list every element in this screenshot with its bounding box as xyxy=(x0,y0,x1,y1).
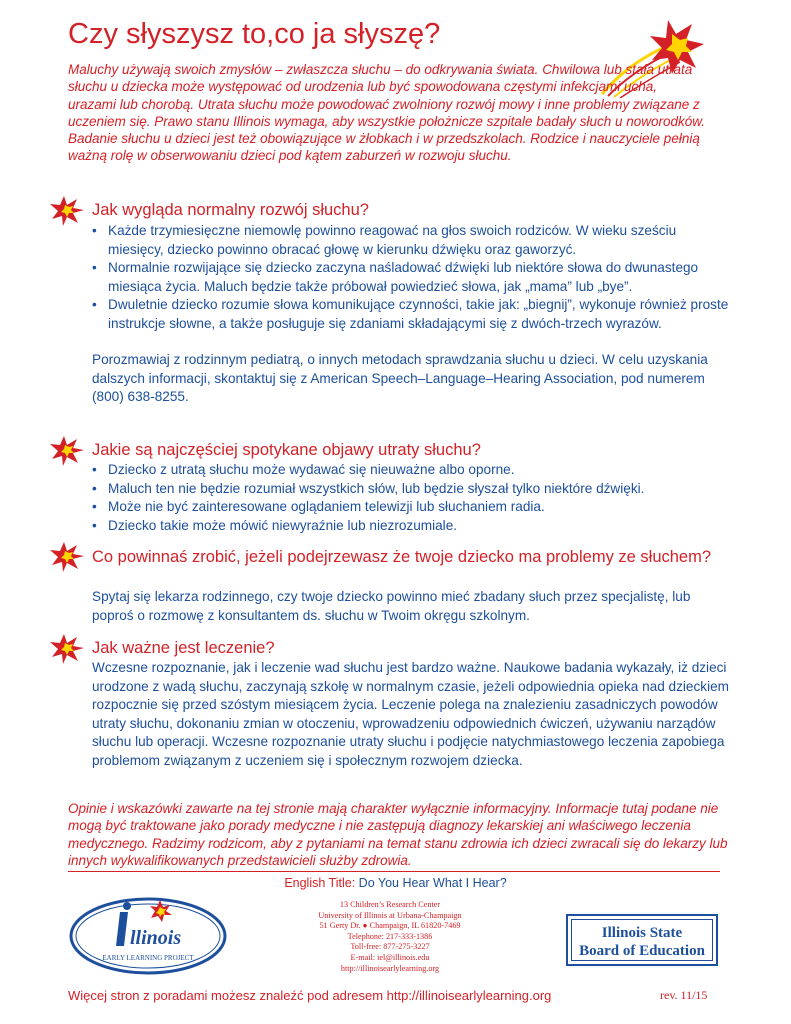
star-bullet-icon xyxy=(50,634,84,664)
iel-logo-wordmark: llinois xyxy=(130,927,182,949)
bullet-list xyxy=(92,461,732,535)
section-paragraph: Porozmawiaj z rodzinnym pediatrą, o innych metodach sprawdzania słuchu u dzieci. W celu uzyskania dalszych informacji, skontaktuj się z American Speech–Language–Hearing Association, pod numerem (800) 638-8255. xyxy=(92,352,708,404)
intro-paragraph: Maluchy używają swoich zmysłów – zwłaszcza słuchu – do odkrywania świata. Chwilowa lub stała utrata słuchu u dziecka może występować od urodzenia lub być spowodowana częstymi infekcjami ucha, urazami lub chorobą. Utrata słuchu może powodować zwolniony rozwój mowy i inne problemy związane z uczeniem się. Prawo stanu Illinois wymaga, aby wszystkie położnicze szpitale badały słuch u noworodków. Badanie słuchu u dzieci jest też obowiązujące w żłobkach i w przedszkolach. Rodzice i nauczyciele pełnią ważną rolę w obserwowaniu dzieci pod kątem zaburzeń w rozwoju słuchu. xyxy=(68,62,706,164)
contact-line: 13 Children’s Research Center xyxy=(339,900,441,909)
section-paragraph: Wczesne rozpoznanie, jak i leczenie wad słuchu jest bardzo ważne. Naukowe badania wykazały, iż dzieci urodzone z wadą słuchu, zaczynają szkołę w normalnym czasie, jeżeli odpowiednia opieka nad dzieckiem rozpocznie się przed szóstym miesiącem życia. Leczenie polega na znalezieniu zasadniczych powodów utraty słuchu, dokonaniu zmian w otoczeniu, wprowadzeniu odpowiednich ćwiczeń, używaniu narządów słuchu lub operacji. Wczesne rozpoznanie utraty słuchu i podjęcie natychmiastowego leczenia zapobiega problemom związanym z uczeniem się i społecznym rozwojem dziecka. xyxy=(92,660,729,768)
contact-line: E-mail: iel@illinois.edu xyxy=(350,952,430,962)
star-bullet-icon xyxy=(50,542,84,572)
iel-logo xyxy=(68,894,228,976)
contact-line[interactable]: http://illinoisearlylearning.org xyxy=(340,963,440,973)
list-item: • Każde trzymiesięczne niemowlę powinno reagować na głos swoich rodziców. W wieku sześciu miesięcy, dziecko powinno obracać głowę w kierunku dźwięku oraz gaworzyć. xyxy=(92,222,732,259)
list-item: • Dziecko takie może mówić niewyraźnie lub niezrozumiale. xyxy=(92,517,732,536)
star-bullet-icon xyxy=(50,436,84,466)
contact-info xyxy=(290,900,490,974)
english-title xyxy=(0,876,791,890)
list-item: • Maluch ten nie będzie rozumiał wszystkich słów, lub będzie słyszał tylko niektóre dźwięki. xyxy=(92,480,732,499)
section-heading-symptoms: Jakie są najczęściej spotykane objawy utraty słuchu? xyxy=(92,441,481,459)
english-title-value: Do You Hear What I Hear? xyxy=(358,876,507,890)
section-heading-treatment: Jak ważne jest leczenie? xyxy=(92,639,275,657)
star-bullet-icon xyxy=(50,196,84,226)
list-item: • Dwuletnie dziecko rozumie słowa komunikujące czynności, takie jak: „biegnij”, wykonuje również proste instrukcje słowne, a także posługuje się zdaniami składającymi się z dwóch-trzech wyrazów. xyxy=(92,296,732,333)
contact-line: Toll-free: 877-275-3227 xyxy=(350,942,430,952)
contact-line: 51 Gerty Dr. ● Champaign, IL 61820-7469 xyxy=(319,921,461,931)
english-title-label: English Title: xyxy=(284,876,356,890)
divider xyxy=(68,871,720,872)
section-body-treatment xyxy=(92,659,732,770)
isbe-logo-line2: Board of Education xyxy=(579,943,705,959)
contact-line: University of Illinois at Urbana-Champaign xyxy=(318,910,462,920)
revision-label: rev. 11/15 xyxy=(660,988,708,1002)
list-item: • Normalnie rozwijające się dziecko zaczyna naśladować dźwięki lub niektóre słowa do dwunastego miesiąca życia. Maluch będzie także próbował powiedzieć słowa, jak „mama” lub „bye”. xyxy=(92,259,732,296)
isbe-logo-line1: Illinois State xyxy=(601,925,683,941)
section-body-normal-hearing xyxy=(92,222,732,407)
footer-text: Więcej stron z poradami możesz znaleźć pod adresem http://illinoisearlylearning.org xyxy=(68,988,552,1003)
disclaimer-paragraph: Opinie i wskazówki zawarte na tej stronie mają charakter wyłącznie informacyjny. Informacje tutaj podane nie mogą być traktowane jako porady medyczne i nie zastępują diagnozy lekarskiej ani właściwego leczenia medycznego. Radzimy rodzicom, aby z pytaniami na temat stanu zdrowia ich dzieci zwracali się do lekarzy lub innych wykwalifikowanych przedstawicieli służby zdrowia. xyxy=(68,801,728,868)
list-item: • Dziecko z utratą słuchu może wydawać się nieuważne albo oporne. xyxy=(92,461,732,480)
section-body-symptoms xyxy=(92,461,732,535)
bullet-list xyxy=(92,222,732,333)
section-heading-what-to-do: Co powinnaś zrobić, jeżeli podejrzewasz że twoje dziecko ma problemy ze słuchem? xyxy=(92,548,712,566)
iel-logo-subtitle: EARLY LEARNING PROJECT xyxy=(102,954,194,962)
section-body-what-to-do xyxy=(92,588,732,625)
section-heading-normal-hearing: Jak wygląda normalny rozwój słuchu? xyxy=(92,201,369,219)
isbe-logo xyxy=(566,914,718,966)
contact-line: Telephone: 217-333-1386 xyxy=(347,931,433,941)
section-paragraph: Spytaj się lekarza rodzinnego, czy twoje dziecko powinno mieć zbadany słuch przez specjalistę, lub poproś o rozmowę z konsultantem ds. słuchu w Twoim okręgu szkolnym. xyxy=(92,589,691,623)
page-title: Czy słyszysz to,co ja słyszę? xyxy=(68,18,441,50)
list-item: • Może nie być zainteresowane oglądaniem telewizji lub słuchaniem radia. xyxy=(92,498,732,517)
